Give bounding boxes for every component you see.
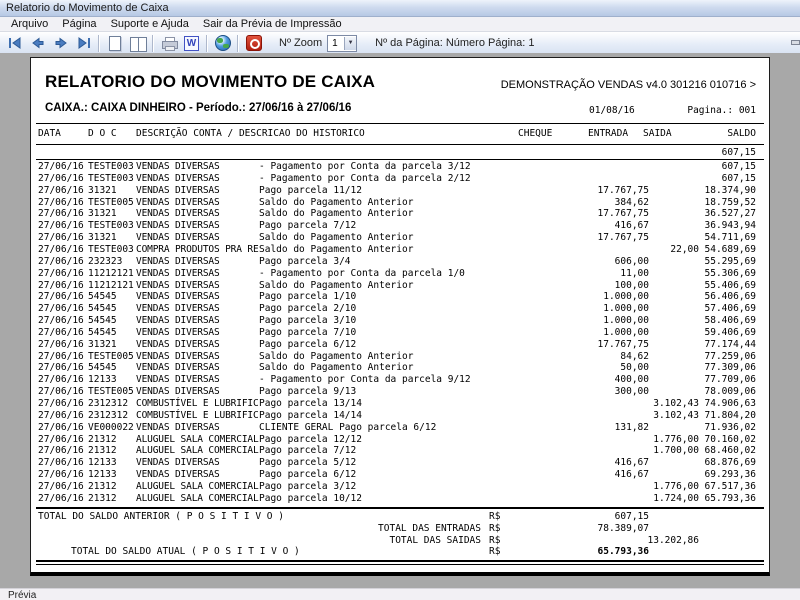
cell-doc: 31321 xyxy=(88,208,117,220)
report-row xyxy=(31,185,769,197)
cell-hist: Pago parcela 6/12 xyxy=(259,469,357,481)
cell-saldo: 54.689,69 xyxy=(704,243,756,255)
cell-doc: TESTE003 xyxy=(88,161,134,172)
cell-doc: TESTE003 xyxy=(88,243,134,255)
report-row xyxy=(31,291,769,303)
cell-conta: ALUGUEL SALA COMERCIAL xyxy=(136,480,259,492)
cell-hist: - Pagamento por Conta da parcela 3/12 xyxy=(259,161,471,172)
total-value: 78.389,07 xyxy=(597,522,649,534)
next-page-icon xyxy=(53,36,69,50)
report-row xyxy=(31,327,769,339)
cell-saldo: 36.527,27 xyxy=(704,208,756,220)
cell-saldo: 77.709,06 xyxy=(704,374,756,386)
report-row xyxy=(31,161,769,173)
report-row xyxy=(31,244,769,256)
cell-saldo: 58.406,69 xyxy=(704,315,756,327)
cell-saldo: 77.259,06 xyxy=(704,350,756,362)
cell-saldo: 65.793,36 xyxy=(704,492,756,504)
cell-saldo: 77.174,44 xyxy=(704,338,756,350)
cell-hist: Saldo do Pagamento Anterior xyxy=(259,279,414,291)
cell-date: 27/06/16 xyxy=(38,220,84,232)
total-saldo-anterior-row xyxy=(31,511,769,523)
report-row xyxy=(31,208,769,220)
zoom-select[interactable] xyxy=(327,35,357,52)
cell-conta: COMBUSTÍVEL E LUBRIFIC xyxy=(136,409,259,421)
cell-hist: Pago parcela 3/10 xyxy=(259,315,357,327)
report-row xyxy=(31,197,769,209)
cell-saldo: 56.406,69 xyxy=(704,291,756,303)
cell-entrada: 17.767,75 xyxy=(597,338,649,350)
print-button[interactable] xyxy=(158,34,179,53)
report-row xyxy=(31,303,769,315)
cell-doc: 31321 xyxy=(88,184,117,196)
cell-conta: ALUGUEL SALA COMERCIAL xyxy=(136,433,259,445)
report-edition: DEMONSTRAÇÃO VENDAS v4.0 301216 010716 > xyxy=(500,79,756,91)
report-row xyxy=(31,386,769,398)
menu-arquivo[interactable]: Arquivo xyxy=(11,18,49,30)
cell-doc: 54545 xyxy=(88,303,117,315)
zoom-value: 1 xyxy=(332,37,338,49)
cell-hist: Saldo do Pagamento Anterior xyxy=(259,196,414,208)
two-page-icon xyxy=(130,37,146,50)
cell-entrada: 1.000,00 xyxy=(603,315,649,327)
cell-entrada: 1.000,00 xyxy=(603,303,649,315)
cell-saldo: 59.406,69 xyxy=(704,326,756,338)
cell-doc: TESTE005 xyxy=(88,350,134,362)
cell-hist: - Pagamento por Conta da parcela 9/12 xyxy=(259,374,471,386)
cell-saldo: 74.906,63 xyxy=(704,398,756,409)
cell-date: 27/06/16 xyxy=(38,469,84,481)
cell-entrada: 1.000,00 xyxy=(603,291,649,303)
cell-conta: ALUGUEL SALA COMERCIAL xyxy=(136,445,259,457)
total-label: TOTAL DAS SAIDAS xyxy=(389,534,481,546)
single-page-icon xyxy=(109,36,121,51)
cell-hist: Pago parcela 7/12 xyxy=(259,220,357,232)
cell-saldo: 69.293,36 xyxy=(704,469,756,481)
zoom-label: Nº Zoom xyxy=(279,37,323,49)
printer-icon xyxy=(161,37,177,50)
cell-conta: COMBUSTÍVEL E LUBRIFIC xyxy=(136,398,259,409)
cell-entrada: 131,82 xyxy=(614,421,649,433)
internet-button[interactable] xyxy=(212,34,233,53)
cell-saldo: 71.804,20 xyxy=(704,409,756,421)
report-row xyxy=(31,398,769,410)
cell-saida: 1.724,00 xyxy=(653,492,699,504)
preview-workspace xyxy=(0,53,800,588)
cell-hist: Pago parcela 7/12 xyxy=(259,445,357,457)
cell-date: 27/06/16 xyxy=(38,267,84,279)
rule xyxy=(36,560,764,562)
cell-saida: 1.776,00 xyxy=(653,433,699,445)
report-row xyxy=(31,469,769,481)
cell-conta: VENDAS DIVERSAS xyxy=(136,362,220,374)
cell-entrada: 400,00 xyxy=(614,374,649,386)
col-conta: DESCRIÇÃO CONTA / DESCRICAO DO HISTORICO xyxy=(136,128,365,139)
cell-date: 27/06/16 xyxy=(38,291,84,303)
report-row xyxy=(31,493,769,505)
menu-suporte-ajuda[interactable]: Suporte e Ajuda xyxy=(110,18,189,30)
cell-conta: VENDAS DIVERSAS xyxy=(136,232,220,244)
cell-entrada: 17.767,75 xyxy=(597,232,649,244)
cell-saldo: 71.936,02 xyxy=(704,421,756,433)
report-print-date: 01/08/16 xyxy=(589,105,635,116)
cell-date: 27/06/16 xyxy=(38,255,84,267)
cell-saldo: 55.295,69 xyxy=(704,255,756,267)
cell-entrada: 416,67 xyxy=(614,469,649,481)
next-page-button[interactable] xyxy=(50,34,71,53)
cell-doc: 54545 xyxy=(88,315,117,327)
cell-date: 27/06/16 xyxy=(38,362,84,374)
rule xyxy=(36,144,764,145)
cell-hist: Pago parcela 7/10 xyxy=(259,326,357,338)
cell-conta: VENDAS DIVERSAS xyxy=(136,457,220,469)
cell-entrada: 300,00 xyxy=(614,386,649,398)
cell-hist: - Pagamento por Conta da parcela 2/12 xyxy=(259,172,471,184)
report-row xyxy=(31,457,769,469)
report-subtitle: CAIXA.: CAIXA DINHEIRO - Período.: 27/06/16 à 27/06/16 xyxy=(45,102,352,114)
cell-entrada: 50,00 xyxy=(620,362,649,374)
cell-saldo: 55.306,69 xyxy=(704,267,756,279)
cell-saida: 22,00 xyxy=(670,243,699,255)
cell-date: 27/06/16 xyxy=(38,196,84,208)
cell-conta: VENDAS DIVERSAS xyxy=(136,291,220,303)
col-entrada: ENTRADA xyxy=(588,128,629,139)
cell-conta: VENDAS DIVERSAS xyxy=(136,267,220,279)
report-row xyxy=(31,445,769,457)
cell-doc: 31321 xyxy=(88,232,117,244)
cell-hist: CLIENTE GERAL Pago parcela 6/12 xyxy=(259,421,437,433)
toolbar-separator xyxy=(237,35,239,52)
cell-entrada: 606,00 xyxy=(614,255,649,267)
cell-conta: VENDAS DIVERSAS xyxy=(136,374,220,386)
cell-saldo: 78.009,06 xyxy=(704,386,756,398)
cell-doc: 21312 xyxy=(88,445,117,457)
cell-date: 27/06/16 xyxy=(38,386,84,398)
close-preview-button[interactable] xyxy=(243,34,264,53)
rule xyxy=(36,123,764,124)
report-row xyxy=(31,410,769,422)
printer-setup-button[interactable] xyxy=(782,36,796,48)
cell-date: 27/06/16 xyxy=(38,326,84,338)
cell-conta: VENDAS DIVERSAS xyxy=(136,350,220,362)
cell-doc: 21312 xyxy=(88,480,117,492)
status-text: Prévia xyxy=(8,589,37,600)
cell-hist: Pago parcela 9/13 xyxy=(259,386,357,398)
cell-doc: 21312 xyxy=(88,433,117,445)
currency-label: R$ xyxy=(489,511,501,522)
col-data: DATA xyxy=(38,128,61,139)
word-icon: W xyxy=(184,36,199,51)
cell-saldo: 607,15 xyxy=(721,161,756,172)
rule xyxy=(36,564,764,565)
status-bar xyxy=(0,588,800,600)
cell-doc: 31321 xyxy=(88,338,117,350)
col-doc: D O C xyxy=(88,128,117,139)
cell-hist: Saldo do Pagamento Anterior xyxy=(259,208,414,220)
total-value: 607,15 xyxy=(614,511,649,522)
toolbar xyxy=(0,32,800,55)
cell-doc: TESTE005 xyxy=(88,196,134,208)
cell-date: 27/06/16 xyxy=(38,421,84,433)
cell-doc: 12133 xyxy=(88,374,117,386)
cell-date: 27/06/16 xyxy=(38,338,84,350)
cell-hist: Pago parcela 13/14 xyxy=(259,398,362,409)
cell-entrada: 1.000,00 xyxy=(603,326,649,338)
cell-saldo: 18.759,52 xyxy=(704,196,756,208)
cell-conta: VENDAS DIVERSAS xyxy=(136,315,220,327)
page-info-label: Nº da Página: Número Página: 1 xyxy=(375,37,535,49)
last-page-button[interactable] xyxy=(73,34,94,53)
globe-icon xyxy=(215,35,231,51)
cell-doc: 2312312 xyxy=(88,409,129,421)
menu-bar xyxy=(0,17,800,32)
cell-conta: VENDAS DIVERSAS xyxy=(136,255,220,267)
report-row xyxy=(31,481,769,493)
cell-saida: 1.776,00 xyxy=(653,480,699,492)
cell-hist: Pago parcela 11/12 xyxy=(259,184,362,196)
col-saida: SAIDA xyxy=(643,128,672,139)
cell-conta: VENDAS DIVERSAS xyxy=(136,161,220,172)
cell-hist: Saldo do Pagamento Anterior xyxy=(259,243,414,255)
cell-doc: VE000022 xyxy=(88,421,134,433)
cell-conta: COMPRA PRODUTOS PRA RE xyxy=(136,243,259,255)
cell-conta: VENDAS DIVERSAS xyxy=(136,184,220,196)
cell-date: 27/06/16 xyxy=(38,457,84,469)
cell-conta: VENDAS DIVERSAS xyxy=(136,421,220,433)
cell-entrada: 384,62 xyxy=(614,196,649,208)
total-saldo-atual-row xyxy=(31,546,769,558)
cell-entrada: 416,67 xyxy=(614,220,649,232)
report-row xyxy=(31,173,769,185)
cell-saldo: 55.406,69 xyxy=(704,279,756,291)
cell-saldo: 68.876,69 xyxy=(704,457,756,469)
total-entradas-row xyxy=(31,523,769,535)
cell-conta: VENDAS DIVERSAS xyxy=(136,208,220,220)
total-value: 13.202,86 xyxy=(647,534,699,546)
report-row xyxy=(31,280,769,292)
cell-saldo: 68.460,02 xyxy=(704,445,756,457)
two-page-view-button[interactable] xyxy=(127,34,148,53)
cell-entrada: 17.767,75 xyxy=(597,208,649,220)
cell-doc: 11212121 xyxy=(88,279,134,291)
cell-entrada: 100,00 xyxy=(614,279,649,291)
report-page-number: Pagina.: 001 xyxy=(687,105,756,116)
close-preview-icon xyxy=(246,35,262,51)
previous-page-button[interactable] xyxy=(27,34,48,53)
previous-page-icon xyxy=(30,36,46,50)
cell-entrada: 11,00 xyxy=(620,267,649,279)
cell-conta: ALUGUEL SALA COMERCIAL xyxy=(136,492,259,504)
single-page-view-button[interactable] xyxy=(104,34,125,53)
opening-balance-row xyxy=(31,147,769,159)
report-row xyxy=(31,374,769,386)
cell-hist: Pago parcela 2/10 xyxy=(259,303,357,315)
table-header xyxy=(31,128,769,140)
cell-conta: VENDAS DIVERSAS xyxy=(136,386,220,398)
toolbar-separator xyxy=(206,35,208,52)
cell-hist: Saldo do Pagamento Anterior xyxy=(259,232,414,244)
cell-saldo: 36.943,94 xyxy=(704,220,756,232)
currency-label: R$ xyxy=(489,534,501,546)
cell-entrada: 416,67 xyxy=(614,457,649,469)
cell-date: 27/06/16 xyxy=(38,161,84,172)
cell-saldo: 70.160,02 xyxy=(704,433,756,445)
report-title: RELATORIO DO MOVIMENTO DE CAIXA xyxy=(45,72,376,91)
cell-doc: TESTE003 xyxy=(88,220,134,232)
cell-saida: 3.102,43 xyxy=(653,398,699,409)
chevron-down-icon[interactable]: ▼ xyxy=(344,37,356,50)
currency-label: R$ xyxy=(489,522,501,534)
cell-date: 27/06/16 xyxy=(38,480,84,492)
cell-date: 27/06/16 xyxy=(38,232,84,244)
cell-doc: 2312312 xyxy=(88,398,129,409)
report-row xyxy=(31,315,769,327)
cell-saida: 1.700,00 xyxy=(653,445,699,457)
menu-sair-previa[interactable]: Sair da Prévia de Impressão xyxy=(202,18,342,30)
total-saidas-row xyxy=(31,535,769,547)
cell-date: 27/06/16 xyxy=(38,303,84,315)
total-label: TOTAL DO SALDO ATUAL ( P O S I T I V O ) xyxy=(71,546,300,558)
cell-date: 27/06/16 xyxy=(38,279,84,291)
cell-hist: Saldo do Pagamento Anterior xyxy=(259,350,414,362)
cell-doc: 54545 xyxy=(88,291,117,303)
menu-pagina[interactable]: Página xyxy=(62,18,97,30)
cell-conta: VENDAS DIVERSAS xyxy=(136,326,220,338)
window-title: Relatorio do Movimento de Caixa xyxy=(6,2,169,14)
cell-saldo: 77.309,06 xyxy=(704,362,756,374)
total-label: TOTAL DO SALDO ANTERIOR ( P O S I T I V O ) xyxy=(38,511,284,522)
cell-conta: VENDAS DIVERSAS xyxy=(136,303,220,315)
export-word-button[interactable] xyxy=(181,34,202,53)
report-row xyxy=(31,232,769,244)
cell-doc: 12133 xyxy=(88,457,117,469)
cell-date: 27/06/16 xyxy=(38,445,84,457)
cell-hist: Pago parcela 5/12 xyxy=(259,457,357,469)
cell-doc: TESTE005 xyxy=(88,386,134,398)
report-rows xyxy=(31,161,769,505)
cell-conta: VENDAS DIVERSAS xyxy=(136,196,220,208)
cell-date: 27/06/16 xyxy=(38,374,84,386)
cell-date: 27/06/16 xyxy=(38,492,84,504)
cell-entrada: 17.767,75 xyxy=(597,184,649,196)
cell-date: 27/06/16 xyxy=(38,208,84,220)
toolbar-separator xyxy=(98,35,100,52)
cell-date: 27/06/16 xyxy=(38,433,84,445)
report-row xyxy=(31,434,769,446)
last-page-icon xyxy=(76,36,92,50)
report-row xyxy=(31,220,769,232)
currency-label: R$ xyxy=(489,546,501,558)
cell-doc: 54545 xyxy=(88,362,117,374)
title-bar xyxy=(0,0,800,17)
cell-hist: Pago parcela 10/12 xyxy=(259,492,362,504)
cell-hist: Pago parcela 12/12 xyxy=(259,433,362,445)
cell-hist: Pago parcela 3/12 xyxy=(259,480,357,492)
cell-date: 27/06/16 xyxy=(38,398,84,409)
rule xyxy=(36,507,764,509)
report-page xyxy=(30,57,770,576)
cell-saldo: 18.374,90 xyxy=(704,184,756,196)
cell-hist: Pago parcela 1/10 xyxy=(259,291,357,303)
toolbar-separator xyxy=(152,35,154,52)
total-label: TOTAL DAS ENTRADAS xyxy=(378,522,481,534)
cell-doc: 12133 xyxy=(88,469,117,481)
cell-date: 27/06/16 xyxy=(38,172,84,184)
cell-saldo: 54.711,69 xyxy=(704,232,756,244)
cell-hist: Pago parcela 14/14 xyxy=(259,409,362,421)
cell-conta: VENDAS DIVERSAS xyxy=(136,338,220,350)
cell-date: 27/06/16 xyxy=(38,409,84,421)
cell-date: 27/06/16 xyxy=(38,350,84,362)
cell-date: 27/06/16 xyxy=(38,184,84,196)
cell-entrada: 84,62 xyxy=(620,350,649,362)
report-row xyxy=(31,256,769,268)
cell-doc: TESTE003 xyxy=(88,172,134,184)
report-row xyxy=(31,362,769,374)
cell-conta: VENDAS DIVERSAS xyxy=(136,279,220,291)
first-page-button[interactable] xyxy=(4,34,25,53)
cell-doc: 54545 xyxy=(88,326,117,338)
total-value: 65.793,36 xyxy=(597,546,649,558)
first-page-icon xyxy=(7,36,23,50)
report-row xyxy=(31,339,769,351)
cell-date: 27/06/16 xyxy=(38,315,84,327)
cell-saldo: 67.517,36 xyxy=(704,480,756,492)
cell-doc: 21312 xyxy=(88,492,117,504)
col-cheque: CHEQUE xyxy=(518,128,553,139)
cell-hist: Pago parcela 6/12 xyxy=(259,338,357,350)
cell-doc: 232323 xyxy=(88,255,123,267)
cell-hist: - Pagamento por Conta da parcela 1/0 xyxy=(259,267,465,279)
report-row xyxy=(31,268,769,280)
report-row xyxy=(31,351,769,363)
cell-saida: 3.102,43 xyxy=(653,409,699,421)
cell-saldo: 607,15 xyxy=(721,172,756,184)
report-row xyxy=(31,422,769,434)
cell-date: 27/06/16 xyxy=(38,243,84,255)
cell-doc: 11212121 xyxy=(88,267,134,279)
cell-conta: VENDAS DIVERSAS xyxy=(136,172,220,184)
cell-conta: VENDAS DIVERSAS xyxy=(136,220,220,232)
cell-saldo: 57.406,69 xyxy=(704,303,756,315)
cell-conta: VENDAS DIVERSAS xyxy=(136,469,220,481)
opening-saldo: 607,15 xyxy=(721,147,756,158)
cell-hist: Pago parcela 3/4 xyxy=(259,255,351,267)
cell-hist: Saldo do Pagamento Anterior xyxy=(259,362,414,374)
col-saldo: SALDO xyxy=(727,128,756,139)
rule xyxy=(36,159,764,160)
